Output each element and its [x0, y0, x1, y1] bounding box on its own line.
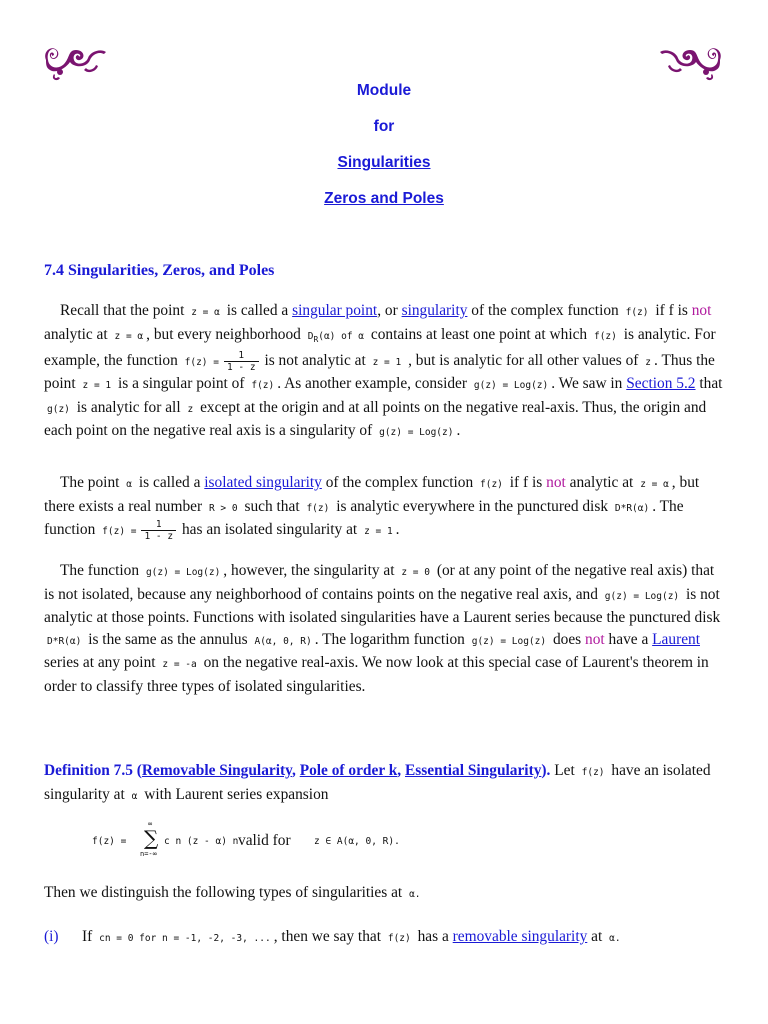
item-number: (i): [44, 928, 59, 945]
module-title: [0, 80, 768, 224]
title-line-module: Module: [356, 82, 412, 99]
section-heading: 7.4 Singularities, Zeros, and Poles: [44, 262, 275, 279]
link-pole-of-order-k[interactable]: Pole of order k: [299, 762, 398, 779]
flourish-ornament-left: [40, 40, 110, 84]
link-isolated-singularity[interactable]: isolated singularity: [204, 474, 322, 491]
paragraph-then: Then we distinguish the following types of singularities at α.: [44, 884, 421, 901]
title-link-singularities[interactable]: Singularities: [337, 154, 431, 171]
title-link-zeros-poles[interactable]: Zeros and Poles: [324, 190, 444, 207]
link-essential-singularity[interactable]: Essential Singularity: [405, 762, 542, 779]
flourish-ornament-right: [656, 40, 726, 84]
link-removable-singularity[interactable]: Removable Singularity: [141, 762, 292, 779]
title-line-for: for: [373, 118, 395, 135]
link-laurent[interactable]: Laurent: [652, 630, 700, 648]
definition-7-5: Definition 7.5 (Removable Singularity, Pole of order k, Essential Singularity). Let f(z) have an isolated singularity at α with Laurent series expansion: [44, 762, 711, 803]
paragraph-singular-point: Recall that the point z = α is called a singular point, or singularity of the complex function f(z) if f is not analytic at z = α , but every neighborhood $D_R(\alpha)$ of α contains at least one point at which f(z) is analytic. For example, the function f(z) = $\frac{1}{1 - z}$ is not analytic at z = 1 , but is analytic for all other values of z . Thus the point z = 1 is a singular point of f(z) . As another example, consider g(z) = Log(z) . We saw in Section 5.2 that g(z) is analytic for all z except at the origin and at all points on the negative real-axis. Thus, the origin and each point on the negative real axis is a singularity of g(z) = Log(z) .: [44, 302, 723, 440]
link-removable-singularity-2[interactable]: removable singularity: [452, 928, 588, 945]
laurent-series-formula: f(z) = ∞ ∑ n=-∞ c n (z - α) n valid for z ∈ A(α, 0, R).: [92, 820, 400, 858]
sum-symbol: ∑: [144, 826, 159, 850]
paragraph-isolated-singularity: The point α is called a isolated singularity of the complex function f(z) if f is not analytic at z = α , but there exists a real number R > 0 such that f(z) is analytic everywhere in the punctured disk D*R(α) . The function f(z) = $\frac{1}{1 - z}$ has an isolated singularity at z = 1 .: [44, 474, 700, 542]
paragraph-non-isolated: The function g(z) = Log(z) , however, the singularity at z = 0 (or at any point of the negative real axis) that is not isolated, because any neighborhood of contains points on the negative real axis, and g(z) = Log(z) is not analytic at those points. Functions with isolated singularities have a Laurent series because the punctured disk D*R(α) is the same as the annulus A(α, 0, R) . The logarithm function g(z) = Log(z) does not have a Laurent series at any point z = -a on the negative real-axis. We now look at this special case of Laurent's theorem in order to classify three types of isolated singularities.: [44, 562, 721, 695]
item-removable: (i) If cn = 0 for n = -1, -2, -3, ... , then we say that f(z) has a removable singularity at α.: [44, 926, 624, 950]
link-singularity[interactable]: singularity: [401, 302, 468, 319]
link-section-5-2[interactable]: Section 5.2: [626, 375, 696, 393]
link-singular-point[interactable]: singular point: [292, 302, 378, 319]
